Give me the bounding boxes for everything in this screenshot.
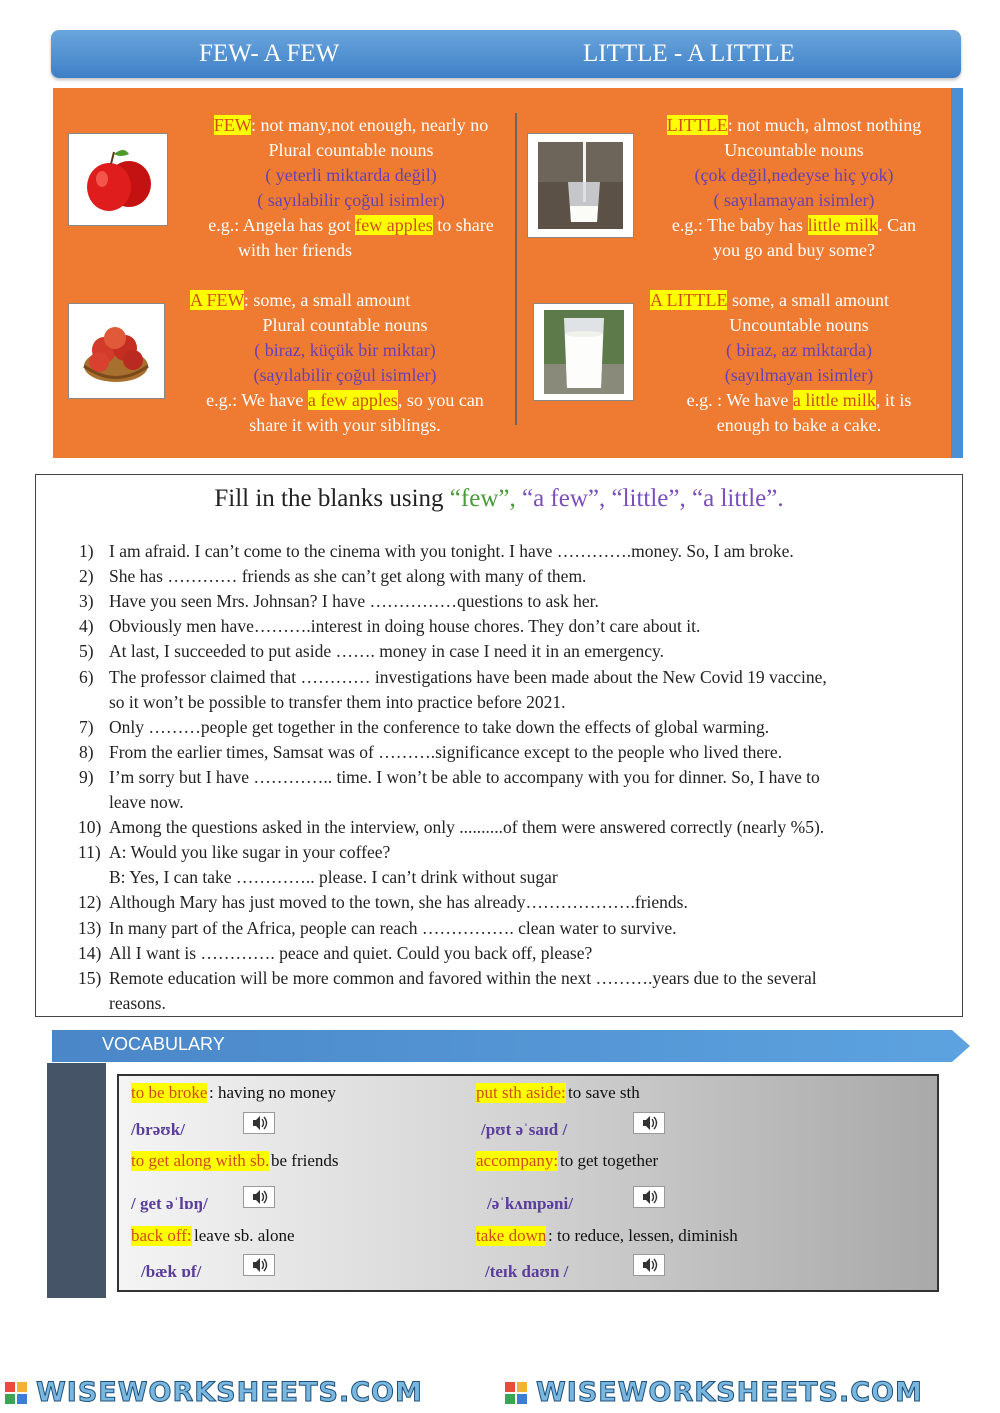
vocab-pronunciation: /teɪk daʊn /	[485, 1262, 569, 1281]
red-apples-icon	[69, 134, 167, 225]
vocab-pronunciation: /əˈkʌmpəni/	[487, 1194, 573, 1213]
vocab-term: take down	[476, 1226, 547, 1245]
vocab-term: to be broke	[131, 1083, 208, 1102]
milk-glass-image	[533, 303, 634, 401]
vocab-definition: be friends	[271, 1151, 339, 1170]
question-number: 1)	[79, 541, 94, 561]
question-number: 8)	[79, 741, 94, 762]
question-number: 6)	[79, 666, 94, 687]
little-term: LITTLE	[666, 115, 728, 135]
vocab-term: accompany:	[476, 1151, 559, 1170]
vocab-definition: leave sb. alone	[194, 1226, 295, 1245]
question-text: Among the questions asked in the interview, only ..........of them were answered correctly (nearly %5).	[109, 817, 825, 838]
vocab-definition: : to reduce, lessen, diminish	[548, 1226, 738, 1245]
milk-glass-icon	[534, 304, 633, 400]
vocabulary-side-bar	[47, 1063, 106, 1298]
vocab-pronunciation: /brəʊk/	[131, 1120, 185, 1139]
question-text: reasons.	[109, 992, 166, 1013]
question-number: 2)	[79, 566, 94, 587]
a-little-block: A LITTLE some, a small amount Uncountable nouns ( biraz, az miktarda) (sayılmayan isimler) e.g. : We have a little milk, it is enough to bake a cake.	[650, 290, 912, 435]
question-number: 14)	[78, 942, 102, 963]
question-number: 3)	[79, 591, 94, 612]
speaker-icon[interactable]	[243, 1254, 275, 1276]
vocabulary-banner	[52, 1030, 970, 1062]
vocabulary-title: VOCABULARY	[102, 1034, 225, 1054]
question-text: leave now.	[109, 792, 184, 812]
question-text: Although Mary has just moved to the town, she has already……………….friends.	[109, 892, 688, 913]
vocab-pronunciation: /pʊt əˈsaɪd /	[481, 1120, 568, 1139]
question-number: 13)	[78, 917, 102, 938]
question-number: 4)	[79, 616, 94, 637]
little-block: LITTLE: not much, almost nothing Uncountable nouns (çok değil,nedeyse hiç yok) ( sayılamayan isimler) e.g.: The baby has little milk. Can you go and buy some?	[666, 115, 922, 260]
vocab-definition: to get together	[560, 1151, 659, 1170]
vocab-term: to get along with sb.	[131, 1151, 270, 1170]
vocab-pronunciation: / get əˈlɒŋ/	[131, 1194, 208, 1213]
milk-pour-icon	[528, 134, 633, 237]
footer-brand-right: WISEWORKSHEETS.COM	[536, 1377, 923, 1408]
question-text: Remote education will be more common and favored within the next ……….years due to the several	[109, 967, 817, 988]
question-number: 15)	[78, 967, 102, 988]
few-term: FEW	[213, 115, 252, 135]
vocab-term: put sth aside:	[476, 1083, 566, 1102]
question-number: 10)	[78, 817, 102, 838]
vocab-definition: to save sth	[568, 1083, 640, 1102]
vocab-term: back off:	[131, 1226, 192, 1245]
header-title-few: FEW- A FEW	[199, 40, 340, 67]
question-text: Have you seen Mrs. Johnsan? I have ……………questions to ask her.	[109, 591, 599, 612]
footer-brand-left: WISEWORKSHEETS.COM	[36, 1377, 423, 1408]
speaker-icon[interactable]	[243, 1186, 275, 1208]
question-text: At last, I succeeded to put aside ……. money in case I need it in an emergency.	[109, 641, 664, 662]
question-number: 12)	[78, 892, 102, 913]
question-text: In many part of the Africa, people can reach ……………. clean water to survive.	[109, 917, 677, 938]
question-text: Obviously men have……….interest in doing house chores. They don’t care about it.	[109, 616, 701, 637]
vocab-pronunciation: /bæk ɒf/	[141, 1262, 202, 1281]
few-block: FEW: not many,not enough, nearly no Plural countable nouns ( yeterli miktarda değil) ( sayılabilir çoğul isimler) e.g.: Angela has got few apples to share with her friends	[208, 115, 494, 260]
question-text: I am afraid. I can’t come to the cinema with you tonight. I have ………….money. So, I am broke.	[109, 541, 794, 561]
a-few-block: A FEW: some, a small amount Plural countable nouns ( biraz, küçük bir miktar) (sayılabilir çoğul isimler) e.g.: We have a few apples, so you can share it with your siblings.	[190, 290, 484, 435]
question-number: 9)	[79, 766, 94, 787]
question-text: B: Yes, I can take ………….. please. I can’t drink without sugar	[109, 867, 558, 888]
speaker-icon[interactable]	[633, 1112, 665, 1134]
speaker-icon[interactable]	[243, 1112, 275, 1134]
question-number: 7)	[79, 716, 94, 737]
header-bar	[51, 30, 961, 78]
question-text: Only ………people get together in the conference to take down the effects of global warming.	[109, 716, 770, 737]
question-text: She has ………… friends as she can’t get along with many of them.	[109, 566, 587, 587]
question-number: 5)	[79, 641, 94, 662]
question-text: I’m sorry but I have ………….. time. I won’t be able to accompany with you for dinner. So, I have to	[109, 766, 820, 787]
milk-pouring-image	[527, 133, 634, 238]
speaker-icon[interactable]	[633, 1186, 665, 1208]
apple-basket-image	[68, 303, 165, 399]
speaker-icon[interactable]	[633, 1254, 665, 1276]
exercise-box	[35, 474, 963, 1017]
question-text: All I want is …………. peace and quiet. Could you back off, please?	[109, 942, 593, 963]
question-text: A: Would you like sugar in your coffee?	[109, 842, 391, 863]
a-few-term: A FEW	[190, 290, 244, 310]
a-little-term: A LITTLE	[650, 290, 728, 310]
question-text: so it won’t be possible to transfer them into practice before 2021.	[109, 691, 566, 712]
question-text: From the earlier times, Samsat was of ……….significance except to the people who lived there.	[109, 741, 783, 762]
question-number: 11)	[78, 842, 101, 863]
footer-brand-strip	[0, 1377, 1000, 1413]
question-text: The professor claimed that ………… investigations have been made about the New Covid 19 vaccine,	[109, 666, 827, 687]
vocabulary-box	[117, 1074, 939, 1292]
apple-basket-icon	[69, 304, 164, 398]
header-title-little: LITTLE - A LITTLE	[583, 40, 795, 67]
exercise-title: Fill in the blanks using “few”, “a few”, “little”, “a little”.	[214, 485, 784, 512]
vocab-definition: : having no money	[209, 1083, 337, 1102]
apples-image	[68, 133, 168, 226]
